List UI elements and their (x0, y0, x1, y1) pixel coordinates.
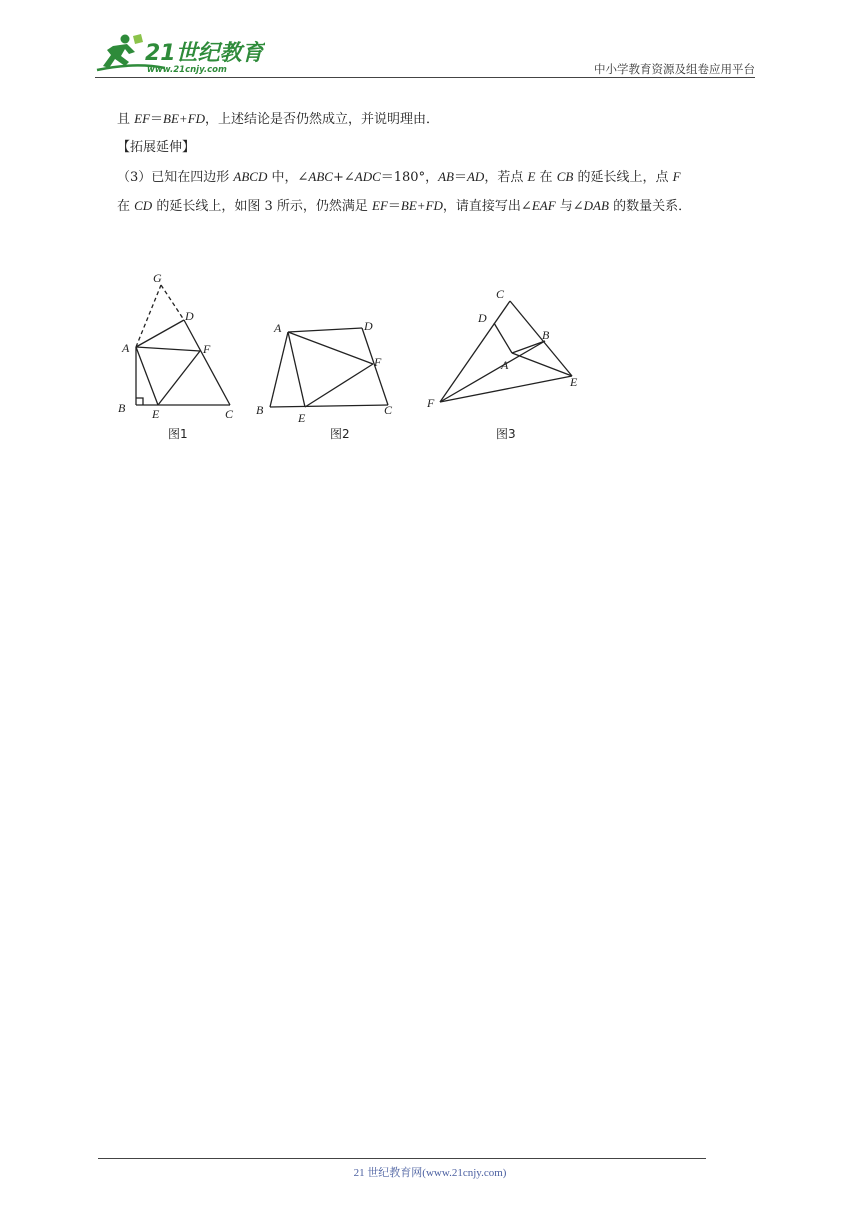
text-line-4 (117, 191, 777, 220)
math-var: EF (372, 198, 388, 213)
label-D: D (364, 319, 373, 333)
right-angle-mark (136, 398, 143, 405)
footer-divider (98, 1158, 706, 1159)
segment-AF (288, 332, 373, 364)
label-F: F (374, 355, 382, 369)
math-var: EAF (531, 198, 556, 213)
text-run: 在 (535, 170, 557, 185)
label-A: A (501, 358, 509, 372)
math-var: E (527, 169, 536, 184)
label-B: B (542, 328, 550, 342)
text-run: ，若点 (484, 170, 528, 185)
figure-3 (440, 301, 572, 402)
figure-1-caption: 图1 (168, 427, 188, 441)
figure-2 (270, 328, 388, 407)
math-var: BE+FD (400, 198, 443, 213)
segment-DA (136, 320, 184, 347)
text-run: 中，∠ (267, 170, 309, 185)
text-run: 且 (117, 112, 135, 127)
site-logo[interactable] (95, 30, 265, 76)
header-platform-text: 中小学教育资源及组卷应用平台 (594, 62, 755, 76)
math-var: AD (466, 169, 485, 184)
text-run: 的数量关系． (608, 199, 692, 214)
label-G: G (153, 271, 162, 285)
footer-link[interactable]: 21 世纪教育网(www.21cnjy.com) (353, 1167, 507, 1179)
text-run: 的延长线上，点 (573, 170, 673, 185)
segment-AF (136, 347, 200, 351)
label-F: F (427, 396, 435, 410)
text-run: ＝ (453, 170, 467, 185)
math-var: DAB (583, 198, 609, 213)
segment-FB (440, 341, 545, 402)
header-divider (95, 77, 755, 78)
question-body (117, 104, 777, 220)
logo-graphic (95, 30, 265, 76)
geometry-figures (110, 262, 610, 452)
segment-BA (270, 332, 288, 407)
label-D: D (185, 309, 194, 323)
text-run: ，请直接写出∠ (442, 199, 532, 214)
label-C: C (384, 403, 393, 417)
segment-CF (440, 301, 510, 402)
label-D: D (478, 311, 487, 325)
segment-CB (270, 405, 388, 407)
math-var: CB (556, 169, 574, 184)
math-var: AB (438, 169, 454, 184)
math-var: ABC (308, 169, 333, 184)
text-run: （3）已知在四边形 (117, 170, 234, 185)
label-F: F (203, 342, 211, 356)
segment-GD-dashed (161, 285, 184, 320)
text-run: 与∠ (555, 199, 584, 214)
page-header (95, 30, 755, 78)
segment-AG-dashed (136, 285, 161, 347)
text-run: 的延长线上，如图 3 所示，仍然满足 (152, 199, 373, 214)
math-var: BE+FD (163, 111, 206, 126)
math-var: F (672, 169, 681, 184)
segment-DA (494, 323, 512, 353)
figure-2-caption: 图2 (330, 427, 350, 441)
math-var: ABCD (233, 169, 268, 184)
label-B: B (118, 401, 126, 415)
logo-subtext: www.21cnjy.com (147, 65, 227, 75)
math-var: CD (134, 198, 153, 213)
segment-EF (305, 364, 373, 407)
label-E: E (152, 407, 160, 421)
figure-3-caption: 图3 (496, 427, 516, 441)
segment-AE (288, 332, 305, 407)
label-C: C (225, 407, 234, 421)
segment-FE (440, 376, 572, 402)
label-E: E (570, 375, 578, 389)
label-B: B (256, 403, 264, 417)
text-run: ，上述结论是否仍然成立，并说明理由． (205, 112, 440, 127)
math-var: ADC (354, 169, 381, 184)
figures-row (110, 262, 610, 452)
logo-text: 21世纪教育 (145, 41, 264, 66)
label-A: A (274, 321, 282, 335)
text-line-1 (117, 104, 777, 133)
label-A: A (122, 341, 130, 355)
text-line-3 (117, 162, 777, 191)
text-run: ＝ (150, 112, 164, 127)
label-C: C (496, 287, 505, 301)
segment-AD (288, 328, 362, 332)
section-title: 【拓展延伸】 (117, 140, 196, 155)
segment-EF (158, 351, 200, 405)
text-run: 在 (117, 199, 135, 214)
text-run: ＝180°， (380, 170, 439, 185)
text-run: +∠ (332, 170, 355, 185)
segment-AE (136, 347, 158, 405)
label-E: E (298, 411, 306, 425)
figure-1 (136, 285, 230, 405)
text-run: ＝ (387, 199, 401, 214)
math-var: EF (134, 111, 151, 126)
